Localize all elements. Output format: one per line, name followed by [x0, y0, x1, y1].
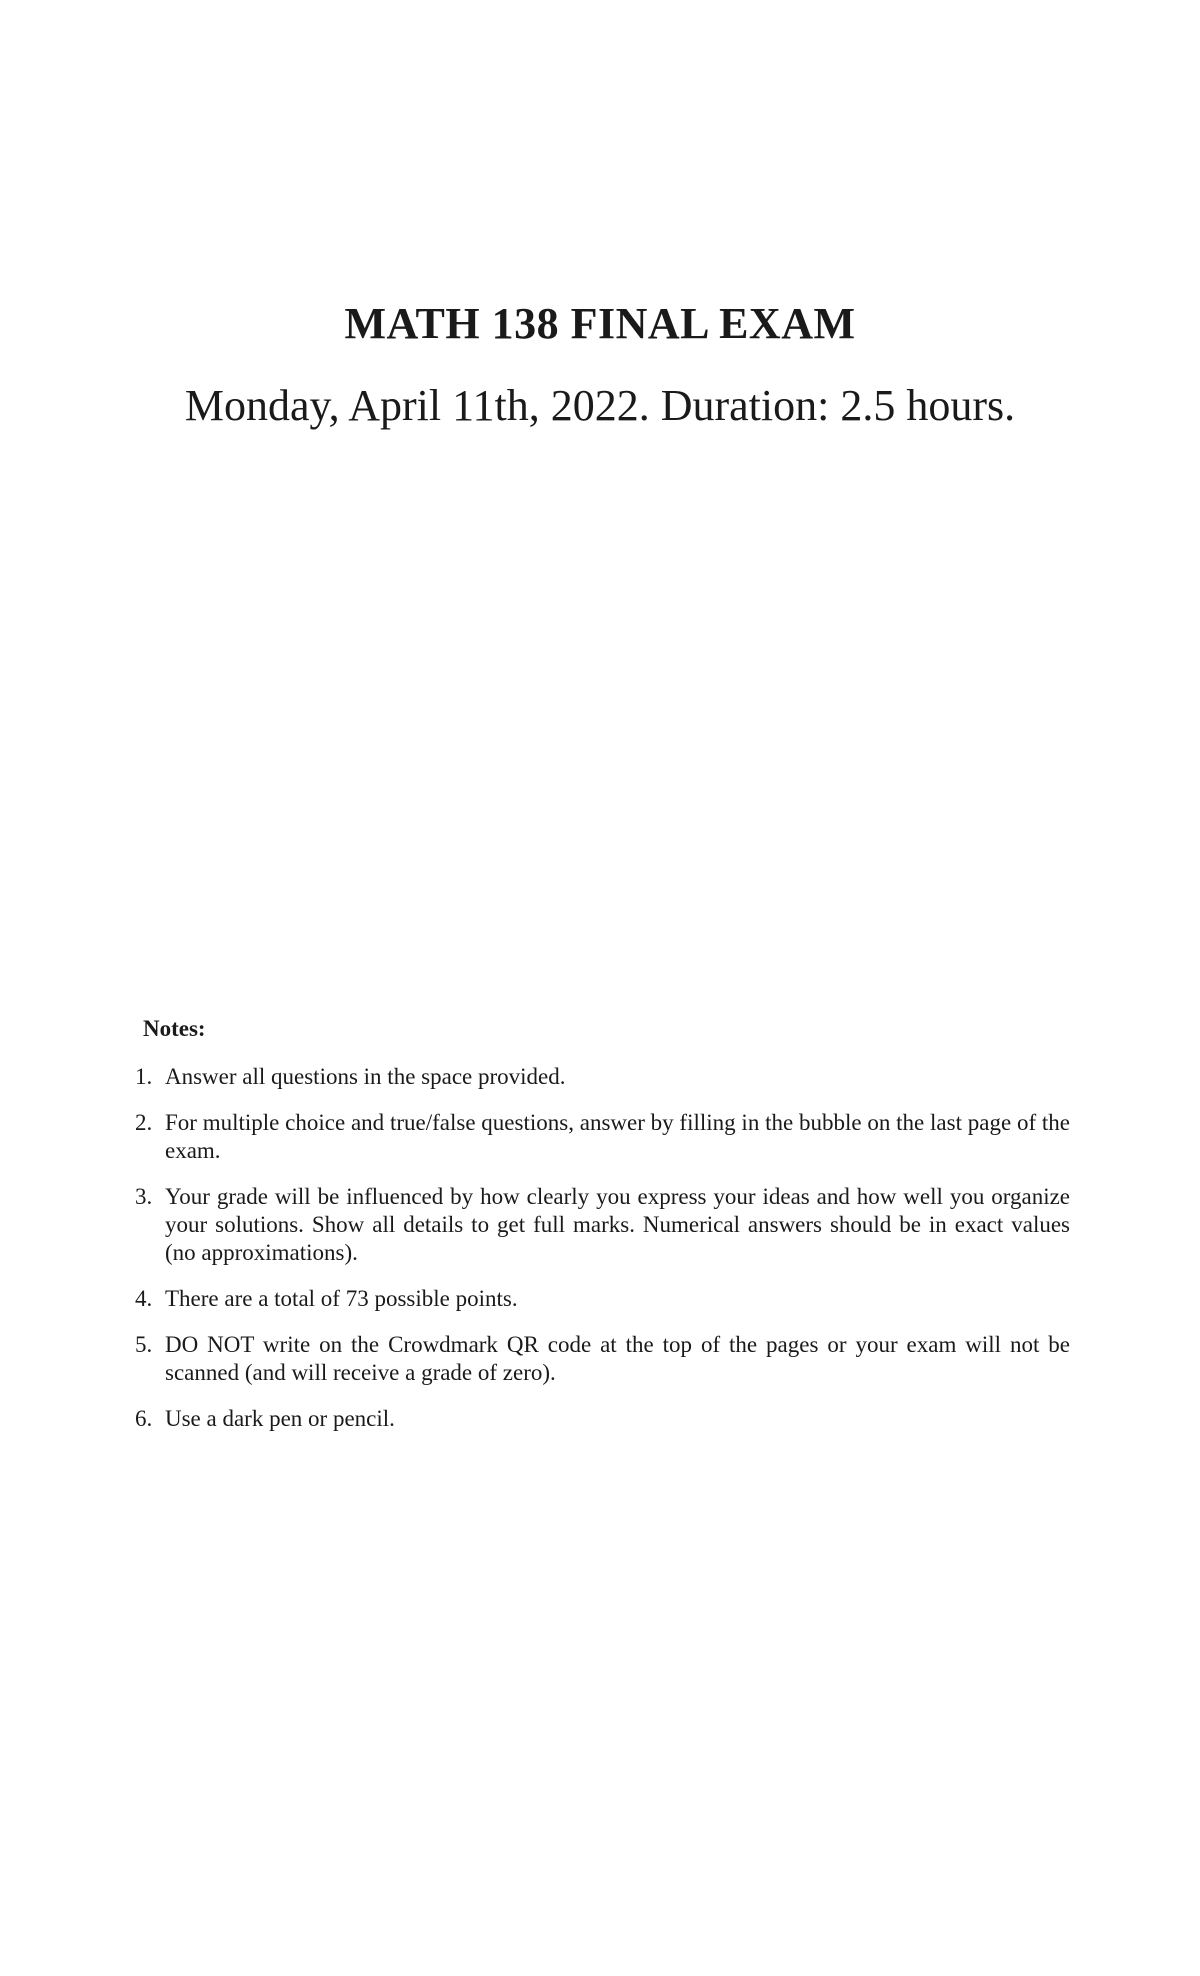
note-text: Use a dark pen or pencil.: [165, 1406, 395, 1431]
note-number: 5.: [135, 1332, 153, 1357]
note-item: [135, 1109, 1070, 1165]
note-item: [135, 1183, 1070, 1267]
note-text: There are a total of 73 possible points.: [165, 1286, 518, 1311]
note-item: [135, 1405, 1070, 1433]
note-number: 6.: [135, 1406, 153, 1431]
notes-heading: Notes:: [143, 1016, 206, 1041]
notes-list: [135, 1063, 1070, 1433]
note-item: [135, 1331, 1070, 1387]
note-text: Your grade will be influenced by how clearly you express your ideas and how well you organize your solutions. Show all details to get full marks. Numerical answers should be in exact values (no approximations).: [165, 1184, 1070, 1265]
exam-date-duration: Monday, April 11th, 2022. Duration: 2.5 hours.: [184, 381, 1016, 430]
note-text: For multiple choice and true/false questions, answer by filling in the bubble on the last page of the exam.: [165, 1110, 1070, 1163]
note-item: [135, 1063, 1070, 1091]
note-item: [135, 1285, 1070, 1313]
exam-title: MATH 138 FINAL EXAM: [344, 299, 856, 348]
note-text: Answer all questions in the space provided.: [165, 1064, 566, 1089]
notes-section: [135, 1015, 1070, 1451]
note-number: 4.: [135, 1286, 153, 1311]
note-number: 2.: [135, 1110, 153, 1135]
note-number: 1.: [135, 1064, 153, 1089]
note-number: 3.: [135, 1184, 153, 1209]
note-text: DO NOT write on the Crowdmark QR code at the top of the pages or your exam will not be scanned (and will receive a grade of zero).: [165, 1332, 1070, 1385]
